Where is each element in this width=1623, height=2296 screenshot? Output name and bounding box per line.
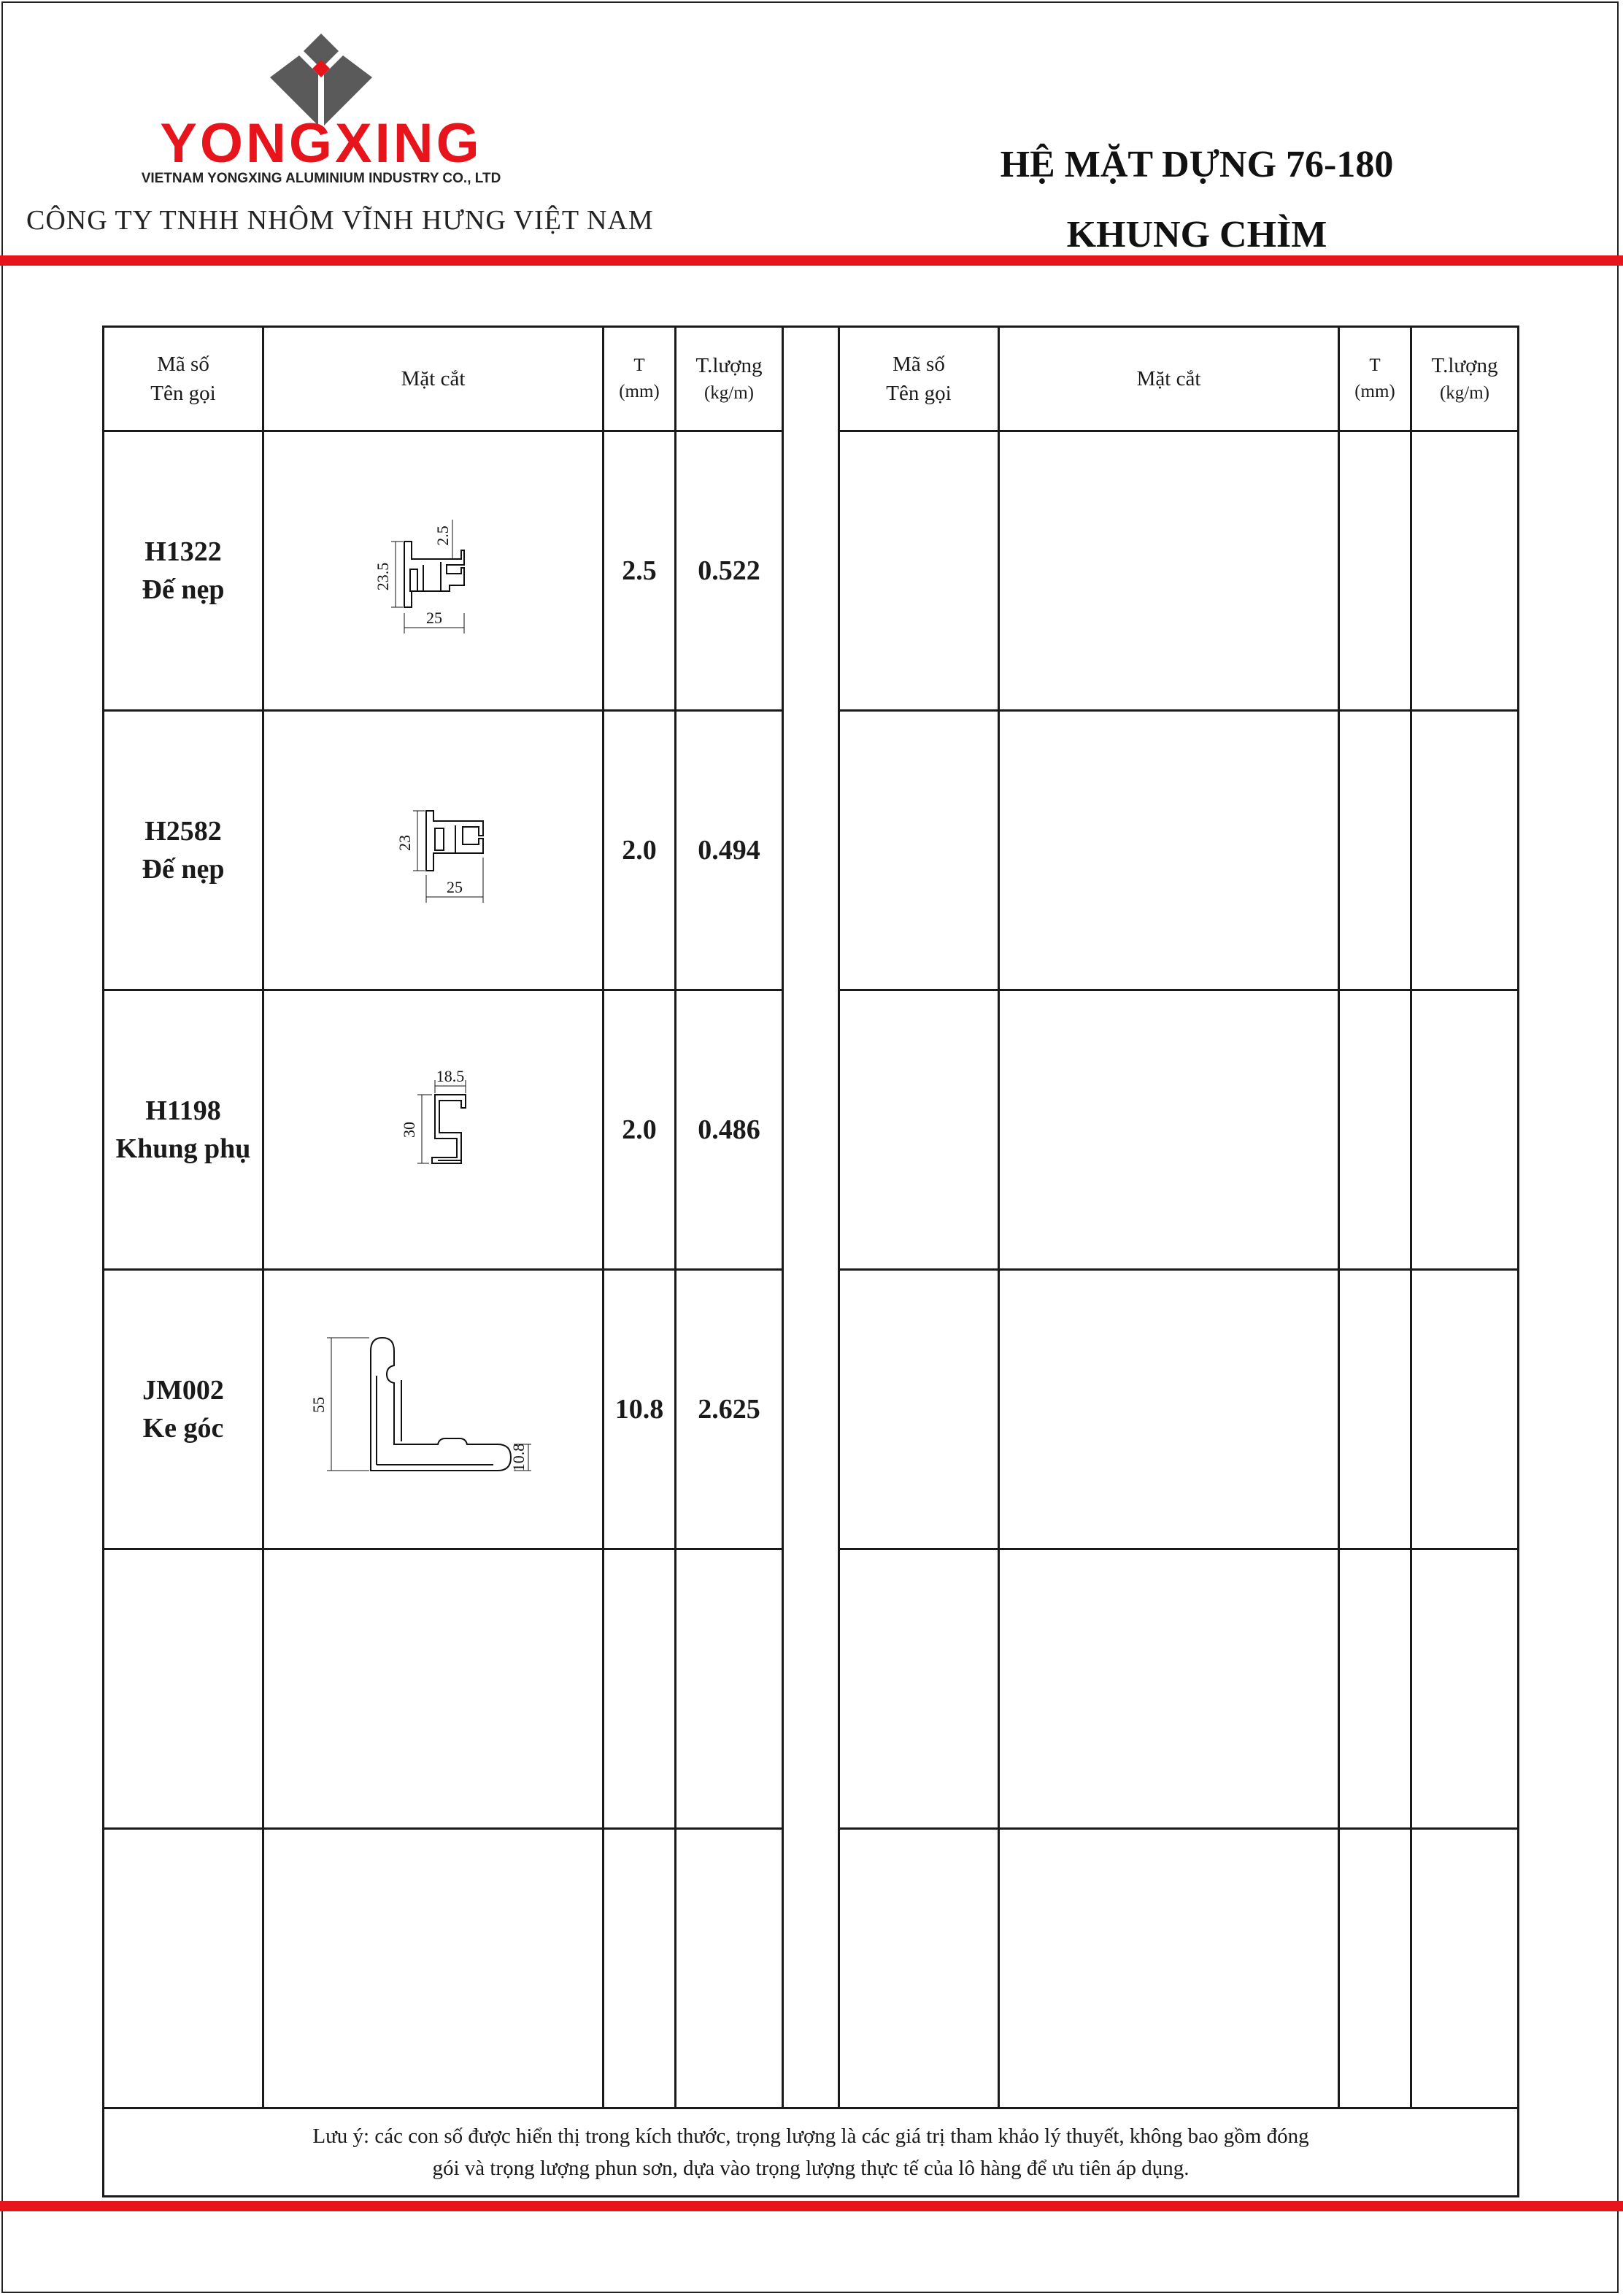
table-row <box>104 990 1519 1270</box>
profile-code: H1322 <box>144 536 222 567</box>
thickness-value: 10.8 <box>604 1270 676 1549</box>
svg-text:25: 25 <box>425 609 442 627</box>
header-section: Mặt cắt <box>263 327 604 431</box>
header-section-2: Mặt cắt <box>999 327 1339 431</box>
svg-text:23: 23 <box>395 835 414 851</box>
table-header-row <box>104 327 1519 431</box>
svg-text:30: 30 <box>399 1122 418 1138</box>
header-divider <box>0 255 1623 266</box>
section-drawing-cell <box>263 1270 604 1549</box>
yongxing-logo-icon <box>102 13 540 188</box>
header-weight-2: T.lượng (kg/m) <box>1411 327 1519 431</box>
header-code: Mã số Tên gọi <box>104 327 263 431</box>
section-drawing-cell <box>263 990 604 1270</box>
svg-text:18.5: 18.5 <box>436 1067 464 1085</box>
svg-text:55: 55 <box>309 1397 328 1413</box>
table-row <box>104 431 1519 711</box>
profile-name: Đế nẹp <box>142 854 225 885</box>
thickness-value: 2.5 <box>604 431 676 711</box>
profile-code: H1198 <box>145 1095 221 1126</box>
title-line-1: HỆ MẶT DỰNG 76-180 <box>1000 144 1394 185</box>
profile-code: H2582 <box>144 816 222 847</box>
svg-text:2.5: 2.5 <box>433 525 452 546</box>
profile-name: Đế nẹp <box>142 574 225 605</box>
column-gap <box>783 327 839 431</box>
base-clip-profile-icon <box>353 777 514 923</box>
profile-code: JM002 <box>142 1375 224 1406</box>
corner-bracket-profile-icon <box>309 1322 558 1497</box>
svg-text:23.5: 23.5 <box>373 562 392 591</box>
brand-subtitle: VIETNAM YONGXING ALUMINIUM INDUSTRY CO., LTD <box>141 171 501 186</box>
header-thickness: T (mm) <box>604 327 676 431</box>
table-row-empty <box>104 1829 1519 2108</box>
svg-text:10.8: 10.8 <box>509 1443 528 1472</box>
svg-text:25: 25 <box>446 878 463 896</box>
company-name: CÔNG TY TNHH NHÔM VĨNH HƯNG VIỆT NAM <box>26 205 654 236</box>
thickness-value: 2.0 <box>604 711 676 990</box>
profile-code-cell <box>104 1270 263 1549</box>
profile-table <box>102 325 1519 2197</box>
brand-wordmark: YONGXING <box>160 112 482 174</box>
company-logo <box>102 13 540 188</box>
thickness-value: 2.0 <box>604 990 676 1270</box>
header-weight: T.lượng (kg/m) <box>676 327 783 431</box>
table-row <box>104 1270 1519 1549</box>
profile-code-cell <box>104 711 263 990</box>
header-thickness-2: T (mm) <box>1339 327 1411 431</box>
sub-frame-profile-icon <box>353 1057 514 1203</box>
weight-value: 0.494 <box>676 711 783 990</box>
weight-value: 2.625 <box>676 1270 783 1549</box>
section-drawing-cell <box>263 431 604 711</box>
title-line-2: KHUNG CHÌM <box>1066 214 1327 255</box>
header-code-2: Mã số Tên gọi <box>839 327 999 431</box>
table-row-empty <box>104 1549 1519 1829</box>
profile-name: Ke góc <box>142 1413 224 1444</box>
profile-code-cell <box>104 431 263 711</box>
page-title <box>920 130 1474 270</box>
section-drawing-cell <box>263 711 604 990</box>
weight-value: 0.522 <box>676 431 783 711</box>
base-clip-profile-icon <box>353 498 514 644</box>
profile-code-cell <box>104 990 263 1270</box>
table-row <box>104 711 1519 990</box>
note-row <box>104 2108 1519 2197</box>
footer-divider <box>0 2201 1623 2211</box>
profile-name: Khung phụ <box>115 1133 251 1164</box>
disclaimer-note: Lưu ý: các con số được hiển thị trong kích thước, trọng lượng là các giá trị tham khảo lý thuyết, không bao gồm đóng gói và trọng lượng phun sơn, dựa vào trọng lượng thực tế của lô hàng để ưu tiên áp dụng. <box>104 2108 1519 2197</box>
weight-value: 0.486 <box>676 990 783 1270</box>
